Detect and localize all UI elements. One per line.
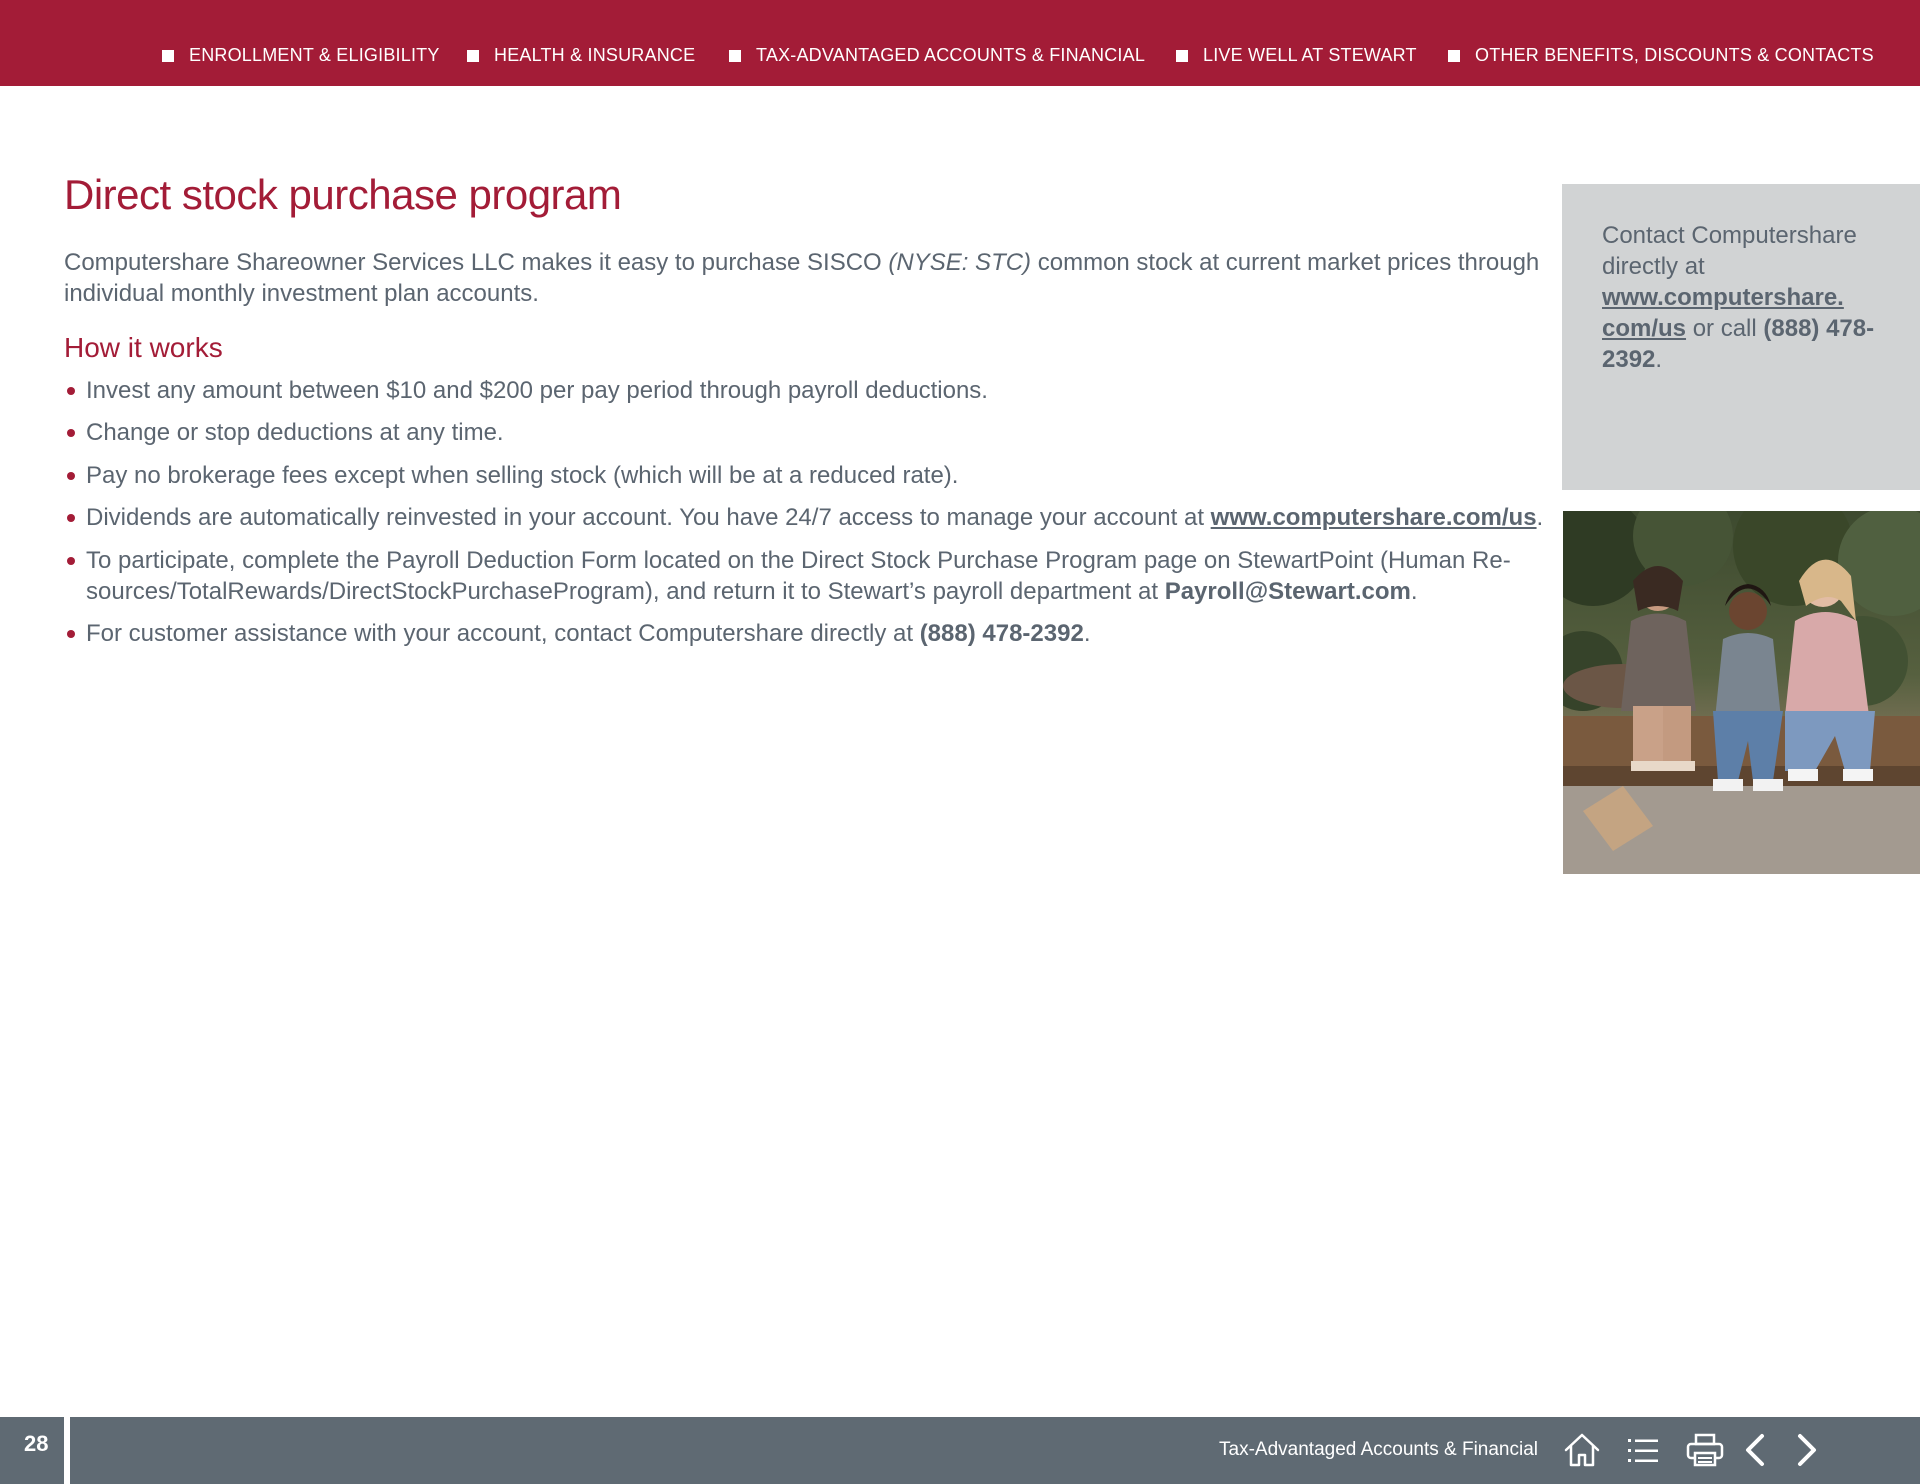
top-navigation — [0, 0, 1920, 86]
square-bullet-icon — [729, 50, 741, 62]
nav-item-health[interactable] — [467, 45, 695, 66]
home-button[interactable] — [1562, 1430, 1602, 1470]
friends-photo-illustration — [1563, 511, 1920, 874]
list-item-text: Dividends are automatically reinvested in your account. You have 24/7 access to manage your account at — [86, 504, 1211, 532]
chevron-right-icon — [1786, 1430, 1826, 1470]
nav-item-label: HEALTH & INSURANCE — [494, 45, 696, 65]
next-page-button[interactable] — [1786, 1430, 1826, 1470]
print-button[interactable] — [1685, 1430, 1725, 1470]
list-item-text: Invest any amount between $10 and $200 per pay period through payroll deductions. — [86, 376, 988, 404]
intro-paragraph — [64, 247, 1544, 309]
sidebar-phone-number: (888) 478-2392 — [1602, 315, 1875, 373]
payroll-email: Payroll@Stewart.com — [1164, 577, 1411, 605]
nav-item-label: OTHER BENEFITS, DISCOUNTS & CONTACTS — [1475, 45, 1874, 65]
sidebar-text: Contact Computershare directly at — [1602, 222, 1857, 280]
contents-button[interactable] — [1623, 1430, 1663, 1470]
main-content — [64, 170, 1544, 661]
nav-item-label: TAX-ADVANTAGED ACCOUNTS & FINANCIAL — [756, 45, 1146, 65]
intro-text: Computershare Shareowner Services LLC makes it easy to purchase SISCO — [64, 249, 889, 277]
list-item-text: Change or stop deductions at any time. — [86, 419, 504, 447]
footer-section-label: Tax-Advantaged Accounts & Financial — [1219, 1439, 1538, 1460]
previous-page-button[interactable] — [1736, 1430, 1776, 1470]
list-item — [64, 460, 1544, 491]
sidebar-text-call: or call — [1686, 315, 1764, 342]
sidebar-period: . — [1655, 346, 1663, 373]
intro-text-end: common stock at current market prices through individual monthly investment plan accounts. — [64, 249, 1540, 308]
list-item: For customer assistance with your account, contact Computershare directly at (888) 478-2392. — [64, 618, 1544, 649]
chevron-left-icon — [1736, 1430, 1776, 1470]
nav-item-tax-advantaged[interactable] — [729, 45, 1145, 66]
footer-bar — [70, 1417, 1920, 1484]
phone-number: (888) 478-2392 — [919, 620, 1084, 648]
square-bullet-icon — [1176, 50, 1188, 62]
nav-item-other-benefits[interactable] — [1448, 45, 1874, 66]
list-item: Dividends are automatically reinvested in your account. You have 24/7 access to manage your account at www.computershare.com/us. — [64, 502, 1544, 533]
section-heading: How it works — [64, 332, 223, 364]
list-item — [64, 417, 1544, 448]
printer-icon — [1685, 1430, 1725, 1470]
page-number: 28 — [0, 1417, 64, 1484]
list-item: To participate, complete the Payroll Deduction Form located on the Direct Stock Purchase Program page on StewartPoint (Human Re- sources/TotalRewards/DirectStockPurchaseProgram), and return it to Stewart’s payroll department at Payroll@Stewart.com. — [64, 545, 1544, 607]
computershare-link[interactable]: www.computershare.com/us — [1210, 504, 1537, 532]
contact-sidebar — [1562, 184, 1920, 490]
home-icon — [1562, 1430, 1602, 1470]
square-bullet-icon — [467, 50, 479, 62]
nav-item-enrollment[interactable] — [162, 45, 440, 66]
list-item — [64, 375, 1544, 406]
nav-item-live-well[interactable] — [1176, 45, 1417, 66]
square-bullet-icon — [162, 50, 174, 62]
list-icon — [1623, 1430, 1663, 1470]
list-item-text: Pay no brokerage fees except when selling stock (which will be at a reduced rate). — [86, 461, 959, 489]
sidebar-computershare-link[interactable]: www.computershare. com/us — [1602, 284, 1844, 342]
list-item-text: For customer assistance with your account, contact Computershare directly at — [86, 620, 920, 648]
square-bullet-icon — [1448, 50, 1460, 62]
how-it-works-list — [64, 375, 1544, 650]
friends-photo — [1563, 511, 1920, 874]
nav-item-label: LIVE WELL AT STEWART — [1203, 45, 1417, 65]
page-title: Direct stock purchase program — [64, 171, 622, 218]
stock-ticker: (NYSE: STC) — [888, 249, 1032, 277]
nav-item-label: ENROLLMENT & ELIGIBILITY — [189, 45, 440, 65]
list-item-text: To participate, complete the Payroll Deduction Form located on the Direct Stock Purchase Program page on StewartPoint (Human Re- sources/TotalRewards/DirectStockPurchaseProgram), and return it to Stewart’s payroll department at — [86, 546, 1511, 605]
